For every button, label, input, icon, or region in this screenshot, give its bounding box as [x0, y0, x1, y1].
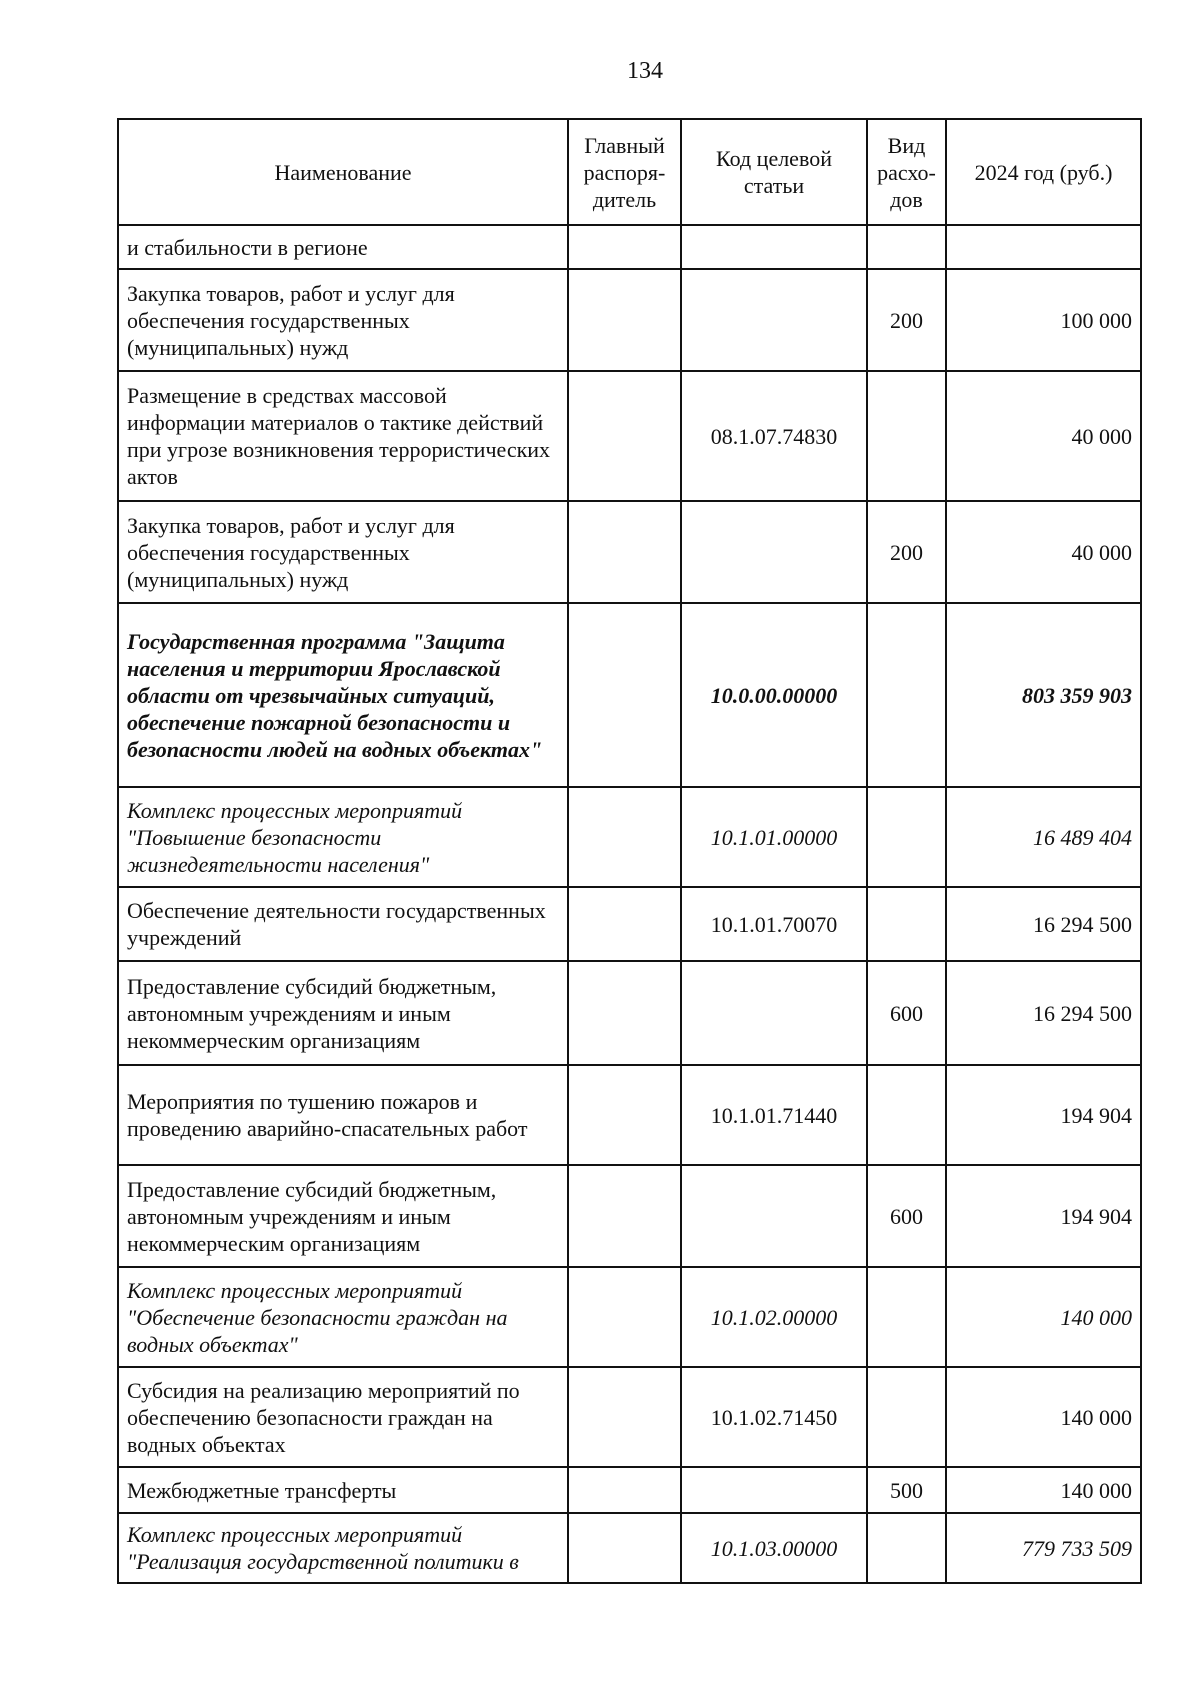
- cell-ministry: [568, 269, 681, 371]
- cell-amount: 140 000: [946, 1367, 1141, 1467]
- cell-type: 500: [867, 1467, 946, 1513]
- cell-type: [867, 1367, 946, 1467]
- cell-amount: 194 904: [946, 1065, 1141, 1165]
- cell-ministry: [568, 1367, 681, 1467]
- cell-type: [867, 1065, 946, 1165]
- cell-ministry: [568, 787, 681, 887]
- cell-type: [867, 887, 946, 961]
- cell-type: [867, 1513, 946, 1583]
- cell-code: [681, 1165, 867, 1267]
- cell-name: Комплекс процессных мероприятий "Повышение безопасности жизнедеятельности населения": [118, 787, 568, 887]
- cell-code: 10.1.02.71450: [681, 1367, 867, 1467]
- cell-amount: 16 294 500: [946, 961, 1141, 1065]
- table-row: [118, 501, 1141, 603]
- cell-code: 10.1.01.00000: [681, 787, 867, 887]
- cell-code: 08.1.07.74830: [681, 371, 867, 501]
- cell-ministry: [568, 887, 681, 961]
- cell-ministry: [568, 1267, 681, 1367]
- cell-type: [867, 787, 946, 887]
- cell-name: Комплекс процессных мероприятий "Реализация государственной политики в: [118, 1513, 568, 1583]
- table-row: [118, 1065, 1141, 1165]
- cell-code: 10.1.02.00000: [681, 1267, 867, 1367]
- table-row: [118, 371, 1141, 501]
- cell-code: 10.1.01.70070: [681, 887, 867, 961]
- table-row: [118, 887, 1141, 961]
- cell-ministry: [568, 225, 681, 269]
- cell-ministry: [568, 371, 681, 501]
- cell-code: 10.1.03.00000: [681, 1513, 867, 1583]
- budget-table: [117, 118, 1142, 1584]
- cell-amount: 803 359 903: [946, 603, 1141, 787]
- cell-type: 600: [867, 1165, 946, 1267]
- table-row-program: [118, 603, 1141, 787]
- cell-name: Межбюджетные трансферты: [118, 1467, 568, 1513]
- header-amount: 2024 год (руб.): [946, 119, 1141, 225]
- cell-name: Закупка товаров, работ и услуг для обеспечения государственных (муниципальных) нужд: [118, 269, 568, 371]
- cell-ministry: [568, 1513, 681, 1583]
- cell-name: Государственная программа "Защита населения и территории Ярославской области от чрезвычайных ситуаций, обеспечение пожарной безопасности и безопасности людей на водных объектах": [118, 603, 568, 787]
- cell-amount: 40 000: [946, 371, 1141, 501]
- cell-type: [867, 225, 946, 269]
- header-name: Наименование: [118, 119, 568, 225]
- cell-type: [867, 371, 946, 501]
- cell-name: Закупка товаров, работ и услуг для обеспечения государственных (муниципальных) нужд: [118, 501, 568, 603]
- table-row: [118, 1367, 1141, 1467]
- cell-ministry: [568, 603, 681, 787]
- table-row-subprogram: [118, 787, 1141, 887]
- table-row: [118, 1165, 1141, 1267]
- cell-amount: 140 000: [946, 1267, 1141, 1367]
- cell-ministry: [568, 1467, 681, 1513]
- cell-amount: 40 000: [946, 501, 1141, 603]
- cell-amount: 194 904: [946, 1165, 1141, 1267]
- cell-amount: 100 000: [946, 269, 1141, 371]
- cell-amount: 779 733 509: [946, 1513, 1141, 1583]
- cell-type: 200: [867, 501, 946, 603]
- cell-name: Мероприятия по тушению пожаров и проведению аварийно-спасательных работ: [118, 1065, 568, 1165]
- header-ministry: Главный распоря-дитель: [568, 119, 681, 225]
- cell-type: 200: [867, 269, 946, 371]
- cell-code: [681, 1467, 867, 1513]
- cell-name: Предоставление субсидий бюджетным, автономным учреждениям и иным некоммерческим организациям: [118, 961, 568, 1065]
- cell-ministry: [568, 501, 681, 603]
- table-row: [118, 269, 1141, 371]
- cell-amount: 16 489 404: [946, 787, 1141, 887]
- cell-ministry: [568, 1165, 681, 1267]
- cell-name: Обеспечение деятельности государственных учреждений: [118, 887, 568, 961]
- cell-amount: 16 294 500: [946, 887, 1141, 961]
- cell-name: Предоставление субсидий бюджетным, автономным учреждениям и иным некоммерческим организациям: [118, 1165, 568, 1267]
- cell-amount: 140 000: [946, 1467, 1141, 1513]
- table-row-subprogram: [118, 1267, 1141, 1367]
- cell-name: и стабильности в регионе: [118, 225, 568, 269]
- cell-code: [681, 269, 867, 371]
- table-row-subprogram: [118, 1513, 1141, 1583]
- cell-code: 10.0.00.00000: [681, 603, 867, 787]
- cell-type: [867, 1267, 946, 1367]
- table-row: [118, 225, 1141, 269]
- table-row: [118, 1467, 1141, 1513]
- cell-amount: [946, 225, 1141, 269]
- cell-code: [681, 501, 867, 603]
- cell-ministry: [568, 961, 681, 1065]
- cell-name: Субсидия на реализацию мероприятий по обеспечению безопасности граждан на водных объектах: [118, 1367, 568, 1467]
- header-code: Код целевой статьи: [681, 119, 867, 225]
- page-number: 134: [627, 58, 663, 84]
- cell-name: Размещение в средствах массовой информации материалов о тактике действий при угрозе возникновения террористических актов: [118, 371, 568, 501]
- cell-type: [867, 603, 946, 787]
- cell-name: Комплекс процессных мероприятий "Обеспечение безопасности граждан на водных объектах": [118, 1267, 568, 1367]
- cell-code: 10.1.01.71440: [681, 1065, 867, 1165]
- cell-ministry: [568, 1065, 681, 1165]
- cell-code: [681, 225, 867, 269]
- table-row: [118, 961, 1141, 1065]
- header-type: Вид расхо-дов: [867, 119, 946, 225]
- table-header-row: [118, 119, 1141, 225]
- cell-code: [681, 961, 867, 1065]
- cell-type: 600: [867, 961, 946, 1065]
